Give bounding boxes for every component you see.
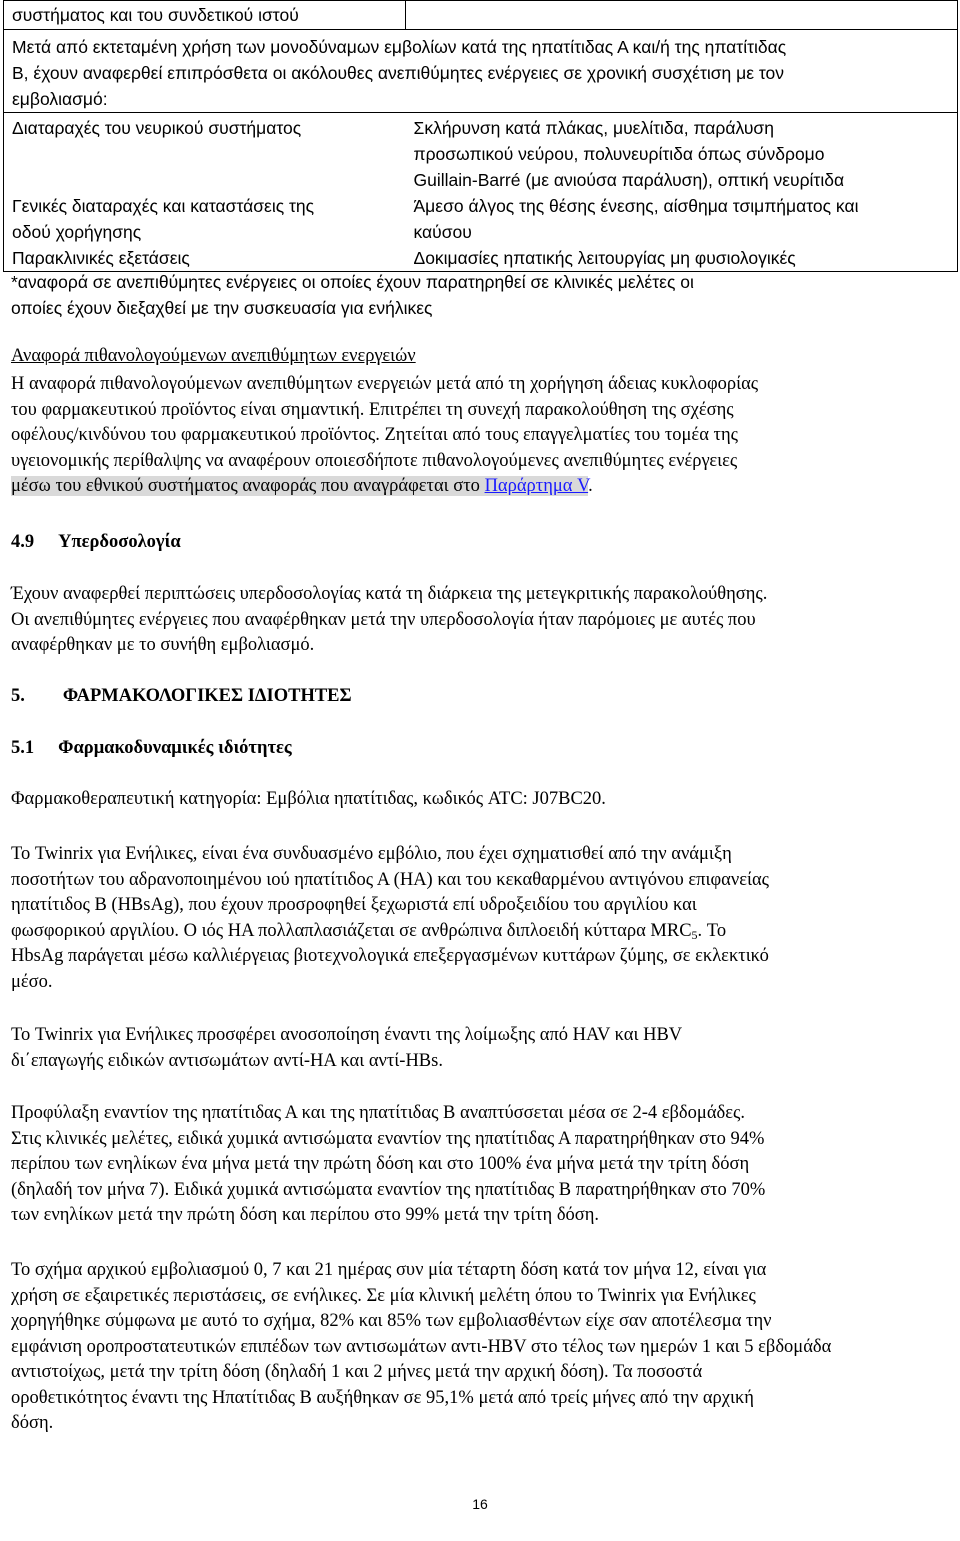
intro-line: Μετά από εκτεταμένη χρήση των μονοδύναμων εμβολίων κατά της ηπατίτιδας Α και/ή της ηπατίτιδας <box>12 37 787 57</box>
section-4-9-paragraph: Έχουν αναφερθεί περιπτώσεις υπερδοσολογίας κατά τη διάρκεια της μετεγκριτικής παρακολούθησης. Οι ανεπιθύμητες ενέργειες που αναφέρθηκαν μετά την υπερδοσολογία ήταν παρόμοιες με αυτές που αναφέρθηκαν με το συνήθη εμβολιασμό. <box>11 584 768 655</box>
table-row-intro <box>4 30 958 113</box>
category-cell: Παρακλινικές εξετάσεις <box>4 245 406 272</box>
adverse-reactions-table <box>3 0 958 272</box>
table-row <box>4 245 958 272</box>
table-cell-top: συστήματος και του συνδετικού ιστού <box>4 1 406 30</box>
atc-line: Φαρμακοθεραπευτική κατηγορία: Εμβόλια ηπατίτιδας, κωδικός ATC: J07BC20. <box>11 789 606 809</box>
page-number: 16 <box>472 1496 488 1512</box>
reporting-paragraph: Η αναφορά πιθανολογούμενων ανεπιθύμητων ενεργειών μετά από τη χορήγηση άδειας κυκλοφορίας του φαρμακευτικού προϊόντος είναι σημαντική. Επιτρέπει τη συνεχή παρακολούθηση της σχέσης οφέλους/κινδύνου του φαρμακευτικού προϊόντος. Ζητείται από τους επαγγελματίες του τομέα της υγειονομικής περίθαλψης να αναφέρουν οποιεσδήποτε πιθανολογούμενες ανεπιθύμητες ενέργειες μέσω του εθνικού συστήματος αναφοράς που αναγράφεται στο Παράρτημα V. <box>11 374 759 496</box>
section-4-9-heading: 4.9 Υπερδοσολογία <box>11 532 181 552</box>
paragraph-protection: Προφύλαξη εναντίον της ηπατίτιδας Α και της ηπατίτιδας Β αναπτύσσεται μέσα σε 2-4 εβδομάδες. Στις κλινικές μελέτες, ειδικά χυμικά αντισώματα εναντίον της ηπατίτιδας Α παρατηρήθηκαν στο 94% περίπου των ενηλίκων ένα μήνα μετά την πρώτη δόση και στο 100% ένα μήνα μετά την τρίτη δόση (δηλαδή τον μήνα 7). Ειδικά χυμικά αντισώματα εναντίον της ηπατίτιδας Β παρατηρήθηκαν στο 70% των ενηλίκων μετά την πρώτη δόση και περίπου στο 99% μετά την τρίτη δόση. <box>11 1103 766 1225</box>
paragraph-schedule: Το σχήμα αρχικού εμβολιασμού 0, 7 και 21 ημέρας συν μία τέταρτη δόση κατά τον μήνα 12, είναι για χρήση σε εξαιρετικές περιστάσεις, σε ενήλικες. Σε μία κλινική μελέτη όπου το Twinrix για Ενήλικες χορηγήθηκε σύμφωνα με αυτό το σχήμα, 82% και 85% των εμβολιασθέντων είχε σαν αποτέλεσμα την εμφάνιση οροπροστατευτικών επιπέδων των αντισωμάτων αντι-HBV στο τέλος των ημερών 1 και 5 εβδομάδα αντιστοίχως, μετά την τρίτη δόση (δηλαδή 1 και 2 μήνες μετά την αρχική δόση). Τα ποσοστά οροθετικότητος έναντι της Ηπατίτιδας Β αυξήθηκαν σε 95,1% μετά από τρείς μήνες από την αρχική δόση. <box>11 1260 832 1433</box>
reporting-heading: Αναφορά πιθανολογούμενων ανεπιθύμητων ενεργειών <box>11 346 416 366</box>
annex-v-link[interactable]: Παράρτημα V <box>484 476 589 496</box>
table-intro-cell <box>4 30 958 113</box>
highlighted-text: μέσω του εθνικού συστήματος αναφοράς που αναγράφεται στο Παράρτημα V <box>11 476 589 496</box>
reaction-cell: Σκλήρυνση κατά πλάκας, μυελίτιδα, παράλυση προσωπικού νεύρου, πολυνευρίτιδα όπως σύνδρομο Guillain-Barré (με ανιούσα παράλυση), οπτική νευρίτιδα <box>406 113 958 194</box>
section-5-1-heading: 5.1 Φαρμακοδυναμικές ιδιότητες <box>11 738 292 758</box>
intro-line: Β, έχουν αναφερθεί επιπρόσθετα οι ακόλουθες ανεπιθύμητες ενέργειες σε χρονική συσχέτιση με τον <box>12 63 785 83</box>
table-row <box>4 113 958 194</box>
intro-line: εμβολιασμό: <box>12 89 108 109</box>
table-footnote: *αναφορά σε ανεπιθύμητες ενέργειες οι οποίες έχουν παρατηρηθεί σε κλινικές μελέτες οι οποίες έχουν διεξαχθεί με την συσκευασία για ενήλικες <box>11 272 694 318</box>
reaction-cell: Άμεσο άλγος της θέσης ένεσης, αίσθημα τσιμπήματος και καύσου <box>406 193 958 245</box>
category-cell: Διαταραχές του νευρικού συστήματος <box>4 113 406 194</box>
table-row <box>4 1 958 30</box>
table-cell-empty <box>406 1 958 30</box>
category-cell: Γενικές διαταραχές και καταστάσεις της οδού χορήγησης <box>4 193 406 245</box>
table-row <box>4 193 958 245</box>
section-5-heading: 5. ΦΑΡΜΑΚΟΛΟΓΙΚΕΣ ΙΔΙΟΤΗΤΕΣ <box>11 686 352 706</box>
paragraph-immunisation: Το Twinrix για Ενήλικες προσφέρει ανοσοποίηση έναντι της λοίμωξης από HAV και HBV δι΄επαγωγής ειδικών αντισωμάτων αντί-ΗΑ και αντί-HBs. <box>11 1025 683 1071</box>
paragraph-composition: Το Twinrix για Ενήλικες, είναι ένα συνδυασμένο εμβόλιο, που έχει σχηματισθεί από την ανάμιξη ποσοτήτων του αδρανοποιημένου ιού ηπατίτιδος Α (ΗΑ) και του κεκαθαρμένου αντιγόνου επιφανείας ηπατίτιδος Β (HBsAg), που έχουν προσροφηθεί ξεχωριστά επί υδροξειδίου του αργιλίου και φωσφορικού αργιλίου. Ο ιός ΗΑ πολλαπλασιάζεται σε ανθρώπινα διπλοειδή κύτταρα $MRC_5$. Το HbsAg παράγεται μέσω καλλιέργειας βιοτεχνολογικά επεξεργασμένων κυττάρων ζύμης, σε εκλεκτικό μέσο. <box>11 844 769 992</box>
reaction-cell: Δοκιμασίες ηπατικής λειτουργίας μη φυσιολογικές <box>406 245 958 272</box>
